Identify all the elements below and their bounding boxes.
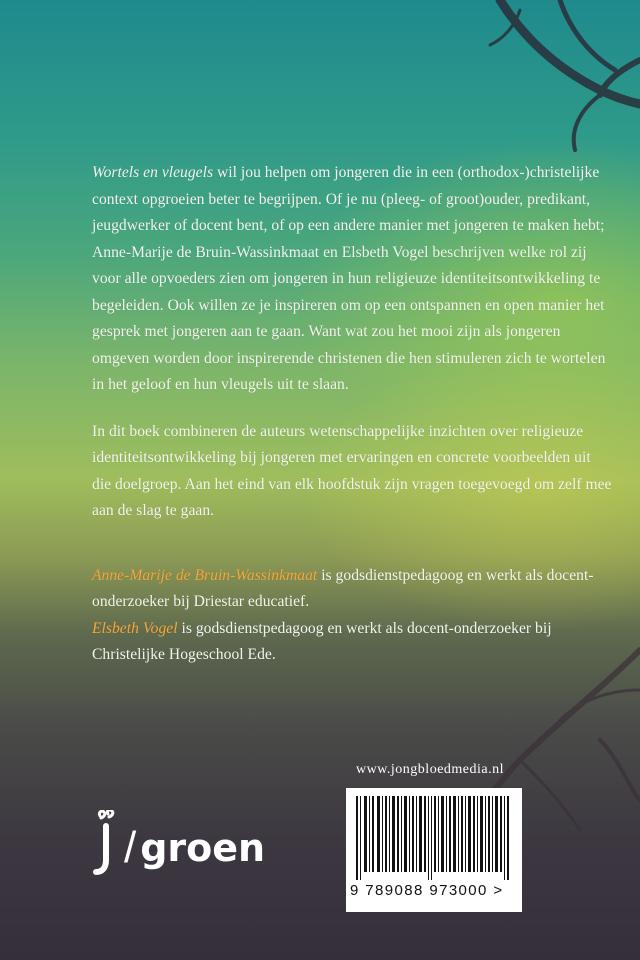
isbn-barcode <box>346 788 522 912</box>
author2-name: Elsbeth Vogel <box>92 619 178 637</box>
barcode-bars <box>356 796 512 880</box>
publisher-logo-word: groen <box>140 826 266 870</box>
description-paragraph-1-text: wil jou helpen om jongeren die in een (orthodox-)christelijke context opgroeien beter te begrijpen. Of je nu (pleeg- of groot)ouder, predikant, jeugdwerker of docent bent, of op een andere manier met jongeren te maken hebt; Anne-Marije de Bruin-Wassinkmaat en Elsbeth Vogel beschrijven welke rol zij voor alle opvoeders zien om jongeren in hun religieuze identiteitsontwikkeling te begeleiden. Ook willen ze je inspireren om op een ontspannen en open manier het gesprek met jongeren aan te gaan. Want wat zou het mooi zijn als jongeren omgeven worden door inspirerende christenen die hen stimuleren zich te wortelen in het geloof en hun vleugels uit te slaan. <box>92 164 606 393</box>
author1-bio: is godsdienstpedagoog en werkt als docent-onderzoeker bij Driestar educatief. <box>92 566 594 610</box>
publisher-logo-slash: / <box>124 823 137 872</box>
book-title-inline: Wortels en vleugels <box>92 164 214 181</box>
back-cover-description <box>92 160 612 669</box>
author1-name: Anne-Marije de Bruin-Wassinkmaat <box>92 566 318 584</box>
publisher-url: www.jongbloedmedia.nl <box>356 762 505 777</box>
author2-bio: is godsdienstpedagoog en werkt als docent-onderzoeker bij Christelijke Hogeschool Ede. <box>92 619 552 663</box>
description-paragraph-1 <box>92 160 612 399</box>
description-paragraph-2: In dit boek combineren de auteurs wetenschappelijke inzichten over religieuze identiteitsontwikkeling bij jongeren met ervaringen en concrete voorbeelden uit die doelgroep. Aan het eind van elk hoofdstuk zijn vragen toegevoegd om zelf mee aan de slag te gaan. <box>92 422 612 519</box>
publisher-j-mark-icon <box>92 810 120 876</box>
isbn-digits: 9 789088 973000 > <box>350 882 504 899</box>
author-bios <box>92 563 612 669</box>
publisher-logo <box>92 810 265 876</box>
